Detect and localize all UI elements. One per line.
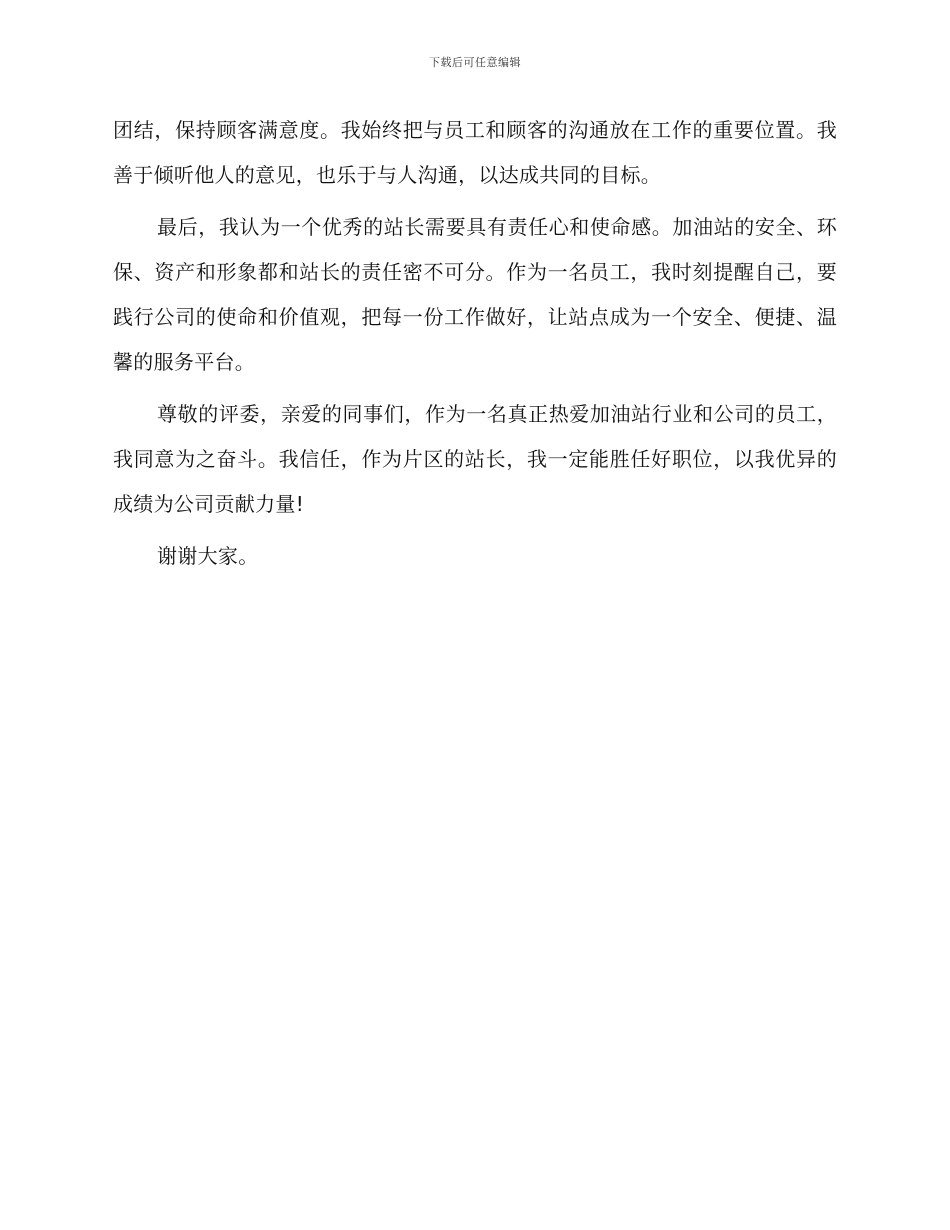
document-body <box>113 108 837 586</box>
paragraph-closing: 谢谢大家。 <box>157 544 259 568</box>
paragraph-continuation: 团结，保持顾客满意度。我始终把与员工和顾客的沟通放在工作的重要位置。我善于倾听他人的意见，也乐于与人沟通，以达成共同的目标。 <box>113 118 837 187</box>
paragraph-responsibility: 最后，我认为一个优秀的站长需要具有责任心和使命感。加油站的安全、环保、资产和形象都和站长的责任密不可分。作为一名员工，我时刻提醒自己，要践行公司的使命和价值观，把每一份工作做好，让站点成为一个安全、便捷、温馨的服务平台。 <box>113 215 837 374</box>
paragraph-commitment: 尊敬的评委，亲爱的同事们，作为一名真正热爱加油站行业和公司的员工，我同意为之奋斗。我信任，作为片区的站长，我一定能胜任好职位，以我优异的成绩为公司贡献力量! <box>113 402 837 516</box>
header-note: 下载后可任意编辑 <box>429 56 521 69</box>
